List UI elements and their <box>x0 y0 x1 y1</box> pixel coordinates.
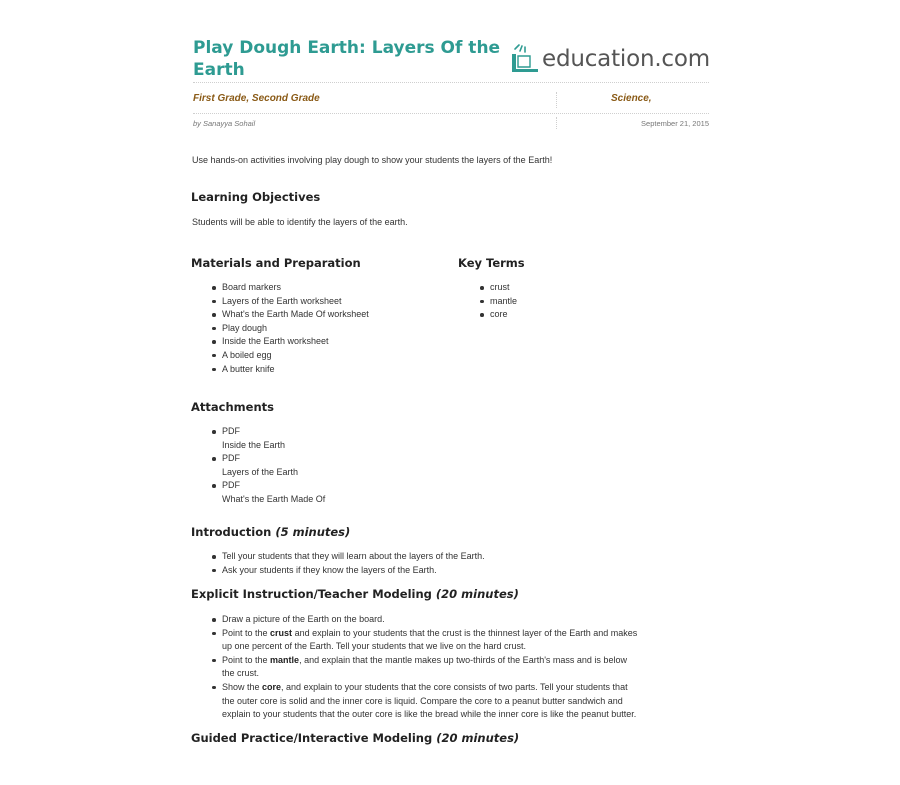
key-term-crust: crust <box>270 627 293 638</box>
section-duration: (20 minutes) <box>435 587 519 601</box>
section-title: Guided Practice/Interactive Modeling <box>191 731 433 745</box>
list-item: crust <box>479 281 517 295</box>
list-item: Show the core, and explain to your students that the core consists of two parts. Tell your students that the outer core is solid and the inner core is liquid. Compare the core to a peanut butter sandwich and explain to your students that the outer core is like the bread while the inner core is like the peanut butter. <box>211 681 637 722</box>
learning-objectives-heading: Learning Objectives <box>191 190 321 204</box>
list-item: Point to the mantle, and explain that the mantle makes up two-thirds of the Earth's mass and is below the crust. <box>211 654 637 681</box>
attachment-link[interactable]: Layers of the Earth <box>222 466 299 477</box>
header-divider <box>193 82 709 83</box>
list-item: Layers of the Earth worksheet <box>211 295 369 309</box>
list-item: mantle <box>479 295 517 309</box>
author-byline: by Sanayya Sohail <box>193 119 256 128</box>
section-duration: (20 minutes) <box>436 731 520 745</box>
attachment-item[interactable] <box>211 452 325 479</box>
list-item: Ask your students if they know the layers of the Earth. <box>211 564 485 578</box>
meta-column-divider <box>556 117 557 129</box>
materials-heading: Materials and Preparation <box>191 256 361 270</box>
key-term-mantle: mantle <box>270 654 300 665</box>
guided-practice-heading <box>191 731 519 745</box>
list-item: Board markers <box>211 281 369 295</box>
list-item: core <box>479 308 517 322</box>
section-title: Explicit Instruction/Teacher Modeling <box>191 587 432 601</box>
logo-text: education.com <box>542 46 710 72</box>
lesson-title: Play Dough Earth: Layers Of the Earth <box>193 38 501 80</box>
education-com-logo[interactable] <box>508 42 710 76</box>
attachments-list <box>211 425 325 507</box>
section-duration: (5 minutes) <box>275 525 351 539</box>
subject: Science, <box>611 93 652 104</box>
attachment-item[interactable] <box>211 479 325 506</box>
list-item: Tell your students that they will learn about the layers of the Earth. <box>211 550 485 564</box>
key-term-core: core <box>262 681 282 692</box>
introduction-list <box>211 550 485 577</box>
list-item: A butter knife <box>211 363 369 377</box>
attachments-heading: Attachments <box>191 400 274 414</box>
attachment-item[interactable] <box>211 425 325 452</box>
explicit-instruction-heading <box>191 587 519 601</box>
list-item: Point to the crust and explain to your students that the crust is the thinnest layer of the Earth and makes up one percent of the Earth. Tell your students that we live on the hard crust. <box>211 627 637 654</box>
attachment-link[interactable]: What's the Earth Made Of <box>222 493 326 504</box>
learning-objectives-text: Students will be able to identify the layers of the earth. <box>192 217 408 227</box>
list-item: Inside the Earth worksheet <box>211 335 369 349</box>
list-item: Play dough <box>211 322 369 336</box>
attachment-type: PDF <box>222 453 240 464</box>
attachment-link[interactable]: Inside the Earth <box>222 439 286 450</box>
introduction-heading <box>191 525 350 539</box>
key-terms-heading: Key Terms <box>458 256 525 270</box>
grade-levels: First Grade, Second Grade <box>193 93 320 104</box>
explicit-instruction-list <box>211 613 637 722</box>
header-column-divider <box>556 92 557 108</box>
key-terms-list <box>479 281 517 322</box>
list-item: Draw a picture of the Earth on the board. <box>211 613 637 627</box>
section-title: Introduction <box>191 525 272 539</box>
materials-list <box>211 281 369 376</box>
list-item: A boiled egg <box>211 349 369 363</box>
list-item: What's the Earth Made Of worksheet <box>211 308 369 322</box>
lesson-summary: Use hands-on activities involving play dough to show your students the layers of the Earth! <box>192 155 553 165</box>
meta-divider <box>193 113 709 114</box>
attachment-type: PDF <box>222 426 240 436</box>
attachment-type: PDF <box>222 480 240 491</box>
book-logo-icon <box>508 42 544 76</box>
publish-date: September 21, 2015 <box>641 119 709 128</box>
